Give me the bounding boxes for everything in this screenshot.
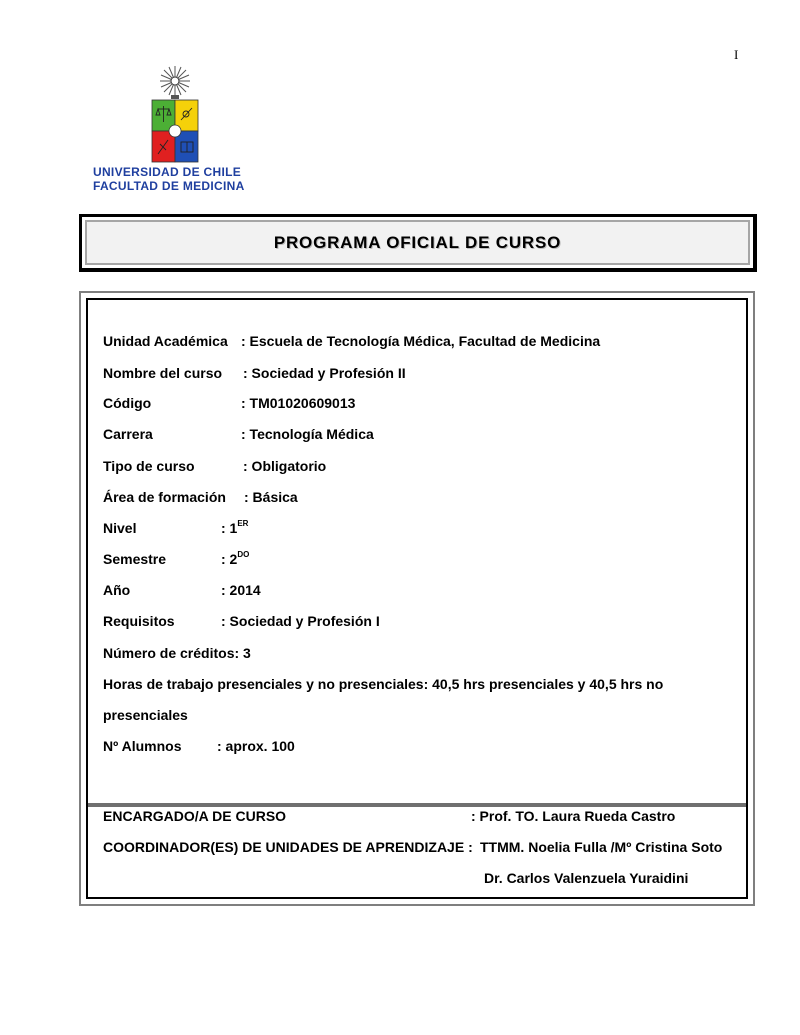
field-codigo: [103, 393, 356, 413]
field-text: Número de créditos: 3: [103, 645, 251, 661]
field-label: Nombre del curso: [103, 365, 223, 381]
university-name: [93, 165, 245, 193]
field-label: Tipo de curso: [103, 458, 195, 474]
field-label: Requisitos: [103, 613, 175, 629]
field-nombre: [103, 363, 406, 383]
field-unidad: [103, 331, 601, 351]
staff-value: TTMM. Noelia Fulla /Mº Cristina Soto: [480, 839, 723, 855]
field-creditos: [103, 643, 251, 663]
staff-label: COORDINADOR(ES) DE UNIDADES DE APRENDIZAJE :: [103, 839, 473, 855]
field-value: : Escuela de Tecnología Médica, Facultad de Medicina: [241, 333, 601, 349]
field-text: Horas de trabajo presenciales y no presenciales: 40,5 hrs presenciales y 40,5 hrs no: [103, 676, 664, 692]
ordinal-suffix: DO: [237, 550, 250, 559]
field-label: Semestre: [103, 551, 167, 567]
staff-label: ENCARGADO/A DE CURSO: [103, 808, 287, 824]
field-label: Año: [103, 582, 131, 598]
field-requisitos: [103, 611, 380, 631]
field-label: Nivel: [103, 520, 137, 536]
field-label: Nº Alumnos: [103, 738, 182, 754]
ordinal-suffix: ER: [237, 519, 249, 528]
field-label: Carrera: [103, 426, 153, 442]
field-text: presenciales: [103, 707, 188, 723]
page-title: PROGRAMA OFICIAL DE CURSO: [273, 232, 562, 252]
field-anio: [103, 580, 261, 600]
field-value: : Sociedad y Profesión I: [221, 613, 380, 629]
faculty-title: FACULTAD DE MEDICINA: [93, 179, 245, 193]
field-carrera: [103, 424, 374, 444]
staff-value: Dr. Carlos Valenzuela Yuraidini: [484, 870, 689, 886]
field-value: : TM01020609013: [241, 395, 356, 411]
field-label: Código: [103, 395, 152, 411]
field-horas: [103, 674, 663, 694]
field-value: : 1ER: [221, 519, 249, 536]
university-logo: [150, 64, 200, 164]
university-title: UNIVERSIDAD DE CHILE: [93, 165, 242, 179]
field-horas-cont: [103, 705, 188, 725]
field-label: Unidad Académica: [103, 333, 228, 349]
field-value: : Obligatorio: [243, 458, 327, 474]
title-box: [79, 214, 757, 272]
field-value: : aprox. 100: [217, 738, 295, 754]
page-number: I: [734, 47, 739, 62]
field-value: : Básica: [244, 489, 298, 505]
field-area: [103, 487, 298, 507]
staff-encargado: [103, 806, 676, 826]
staff-coordinador: [103, 837, 723, 857]
field-label: Área de formación: [103, 489, 226, 505]
staff-value: : Prof. TO. Laura Rueda Castro: [471, 808, 676, 824]
field-tipo: [103, 456, 327, 476]
field-value: : 2014: [221, 582, 261, 598]
field-value: : Sociedad y Profesión II: [243, 365, 406, 381]
field-alumnos: [103, 736, 295, 756]
field-nivel: [103, 518, 249, 538]
field-semestre: [103, 549, 250, 569]
field-value: : $2^{DO}$: [221, 550, 250, 567]
field-value: : Tecnología Médica: [241, 426, 374, 442]
